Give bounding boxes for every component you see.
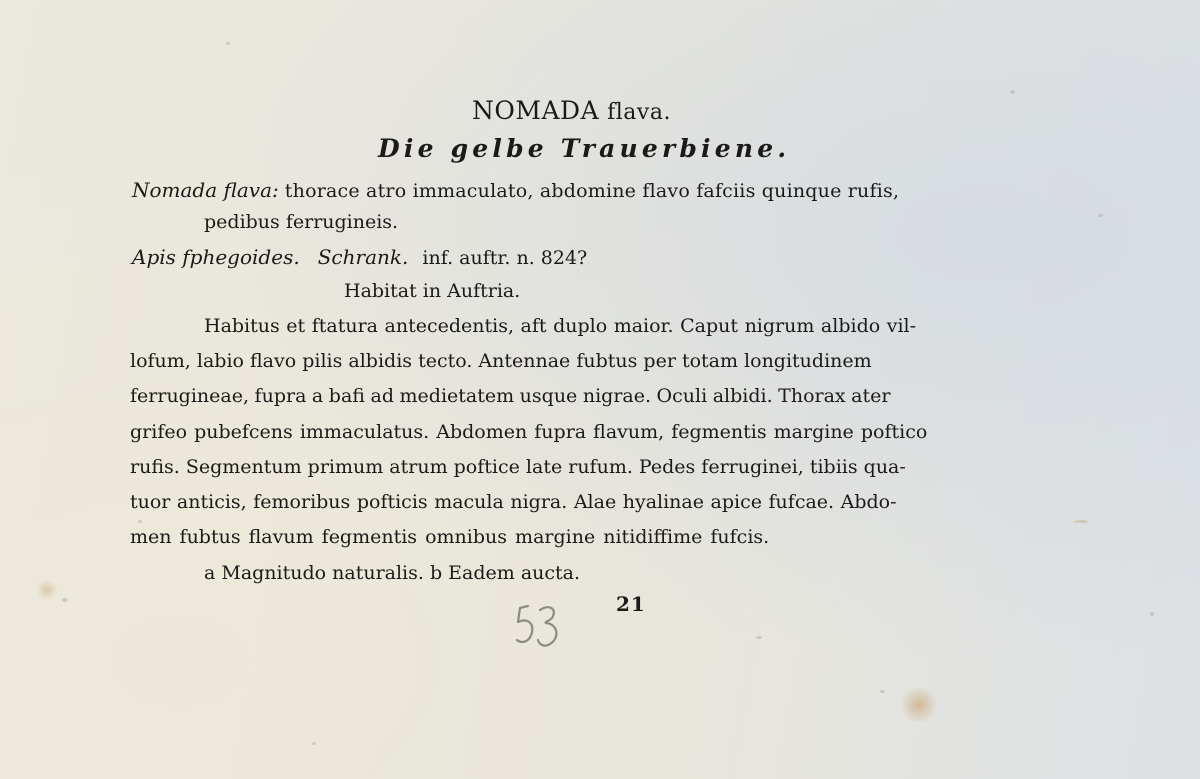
species-heading	[472, 96, 671, 125]
diagnosis-line-1	[132, 178, 899, 202]
synonym-name: Apis fphegoides.	[132, 245, 300, 269]
description-line-3: ferrugineae, fupra a bafi ad medietatem usque nigrae. Oculi albidi. Thorax ater	[130, 385, 891, 407]
description-line-4: grifeo pubefcens immaculatus. Abdomen fupra flavum, fegmentis margine poftico	[130, 421, 928, 443]
figure-caption: a Magnitudo naturalis. b Eadem aucta.	[204, 562, 581, 584]
diagnosis-text-1: thorace atro immaculato, abdomine flavo fafciis quinque rufis,	[284, 180, 900, 202]
handwritten-pencil-number	[514, 600, 566, 650]
description-line-2: lofum, labio flavo pilis albidis tecto. Antennae fubtus per totam longitudinem	[130, 350, 872, 372]
common-name-subtitle: Die gelbe Trauerbiene.	[378, 134, 791, 163]
habitat-line: Habitat in Auftria.	[344, 280, 521, 302]
description-line-6: tuor anticis, femoribus pofticis macula nigra. Alae hyalinae apice fufcae. Abdo-	[130, 491, 897, 513]
species-name: flava.	[607, 100, 671, 125]
diagnosis-line-2: pedibus ferrugineis.	[204, 211, 399, 233]
description-line-1: Habitus et ftatura antecedentis, aft duplo maior. Caput nigrum albido vil-	[204, 315, 917, 337]
description-line-7: men fubtus flavum fegmentis omnibus margine nitidiffime fufcis.	[130, 526, 770, 548]
diagnosis-taxon: Nomada flava:	[132, 178, 279, 202]
description-line-5: rufis. Segmentum primum atrum poftice late rufum. Pedes ferruginei, tibiis qua-	[130, 456, 906, 478]
synonym-reference: inf. auftr. n. 824?	[422, 247, 588, 269]
page-number: 21	[616, 592, 646, 616]
genus-name: NOMADA	[472, 96, 600, 125]
synonym-author: Schrank.	[317, 245, 409, 269]
synonym-line	[132, 245, 587, 269]
